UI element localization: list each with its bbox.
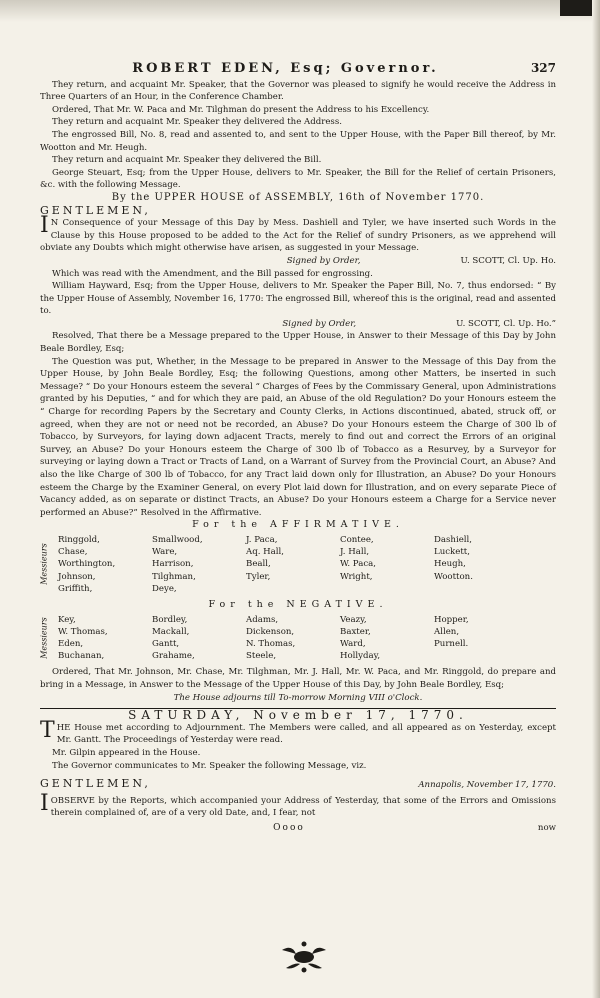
voter-name: Dashiell, [434,534,473,545]
negative-names [58,614,556,663]
page-number: 327 [530,61,556,75]
printer-ornament [280,940,328,974]
voter-name [246,583,340,595]
voter-name: Ware, [152,547,178,558]
voter-name: Tyler, [246,571,271,582]
voter-name: Hopper, [434,614,469,625]
message-heading [40,776,556,792]
voter-name [434,650,528,662]
voter-name: W. Thomas, [58,626,108,637]
voter-name [340,583,434,595]
question-paragraph: The Question was put, Whether, in the Message to be prepared in Answer to the Message of this Day from the Upper House, by John Beale Bordley, Esq; the following Questions, among other Matters, be inserted in such Message? “ Do your Honours esteem the several “ Charges of Fees by the Commissary General, upon Administrations granted by his Deputies, “ and for which they are paid, an Abuse of the old Regulation? Do your Honours esteem the “ Charge for recording Papers by the Secretary and County Clerks, in Actions discontinued, abated, struck off, or agreed, when they are not or need not be recorded, an Abuse? Do your Honours esteem the Charge of 300 lb of Tobacco, by Surveyors, for laying down adjacent Tracts, merely to find out and correct the Errors of an original Survey, an Abuse? Do your Honours esteem the Charge of 300 lb of Tobacco as a Resurvey, by a Surveyor for surveying or laying down a Tract or Tracts of Land, on a Warrant of Survey from the Provincial Court, an Abuse? And also the like Charge of 300 lb of Tobacco, for any Tract laid down only for Illustration, an Abuse? Do your Honours esteem the Charge by the Examiner General, on every Plot laid down for Illustration, and on every separate Piece of Vacancy added, as on separate or distinct Tracts, an Abuse? Do your Honours esteem a Charge for a Service never performed an Abuse?” Resolved in the Affirmative. [40,356,556,518]
voter-name: Contee, [340,534,374,545]
voter-name: Deye, [152,583,177,594]
voter-name: Adams, [246,614,279,625]
voter-name: Harrison, [152,559,194,570]
page-right-shadow [592,0,600,998]
voter-name: Tilghman, [152,571,196,582]
paragraph: William Hayward, Esq; from the Upper House, delivers to Mr. Speaker the Paper Bill, No. 7, thus endorsed: “ By the Upper House of Assembly, November 16, 1770: The engrossed Bill, whereof this is the original, read and assented to. [40,281,556,317]
voter-name: Heugh, [434,559,466,570]
voter-name: Luckett, [434,547,470,558]
page-text [40,62,556,838]
running-title: ROBERT EDEN, Esq; Governor. [132,61,439,76]
affirmative-heading: For the AFFIRMATIVE. [192,519,404,531]
day-heading: SATURDAY, November 17, 1770. [128,708,468,723]
voter-name: Allen, [434,626,460,637]
signature-line [40,255,556,268]
voter-name: W. Paca, [340,559,376,570]
voter-name: Steele, [246,651,277,662]
paragraph: They return, and acquaint Mr. Speaker, that the Governor was pleased to signify he would receive the Address in Three Quarters of an Hour, in the Conference Chamber. [40,79,556,103]
negative-vote-table [40,614,556,663]
message-upper-house: IN Consequence of your Message of this Day by Mess. Dashiell and Tyler, we have inserted such Words in the Clause by this House proposed to be added to the Act for the Relief of sundry Prisoners, as we apprehend will obviate any Doubts which might otherwise have arisen, as suggested in your Message. [40,213,556,254]
voter-name: N. Thomas, [246,638,296,649]
signature-mark: Oooo [273,822,305,833]
voter-name: Dickenson, [246,626,295,637]
paragraph: They return and acquaint Mr. Speaker they delivered the Bill. [52,155,322,166]
page-footer [40,820,556,835]
voter-name: Griffith, [58,583,93,594]
paragraph: Mr. Gilpin appeared in the House. [52,747,201,758]
voter-name: Aq. Hall, [246,547,285,558]
upper-house-heading: By the UPPER HOUSE of ASSEMBLY, 16th of November 1770. [111,191,485,203]
clerk-signature: U. SCOTT, Cl. Up. Ho.” [456,318,556,329]
paragraph: Which was read with the Amendment, and the Bill passed for engrossing. [52,268,373,279]
voter-name: J. Paca, [246,534,278,545]
ornament-motif-icon [282,942,326,973]
voter-name [434,583,528,595]
voter-name: J. Hall, [340,547,370,558]
salutation: GENTLEMEN, [40,203,151,217]
paragraph: Ordered, That Mr. W. Paca and Mr. Tilghman do present the Address to his Excellency. [52,104,430,115]
paragraph: THE House met according to Adjournment. The Members were called, and all appeared as on Yesterday, except Mr. Gantt. The Proceedings of Yesterday were read. [40,717,556,746]
paragraph: The Governor communicates to Mr. Speaker the following Message, viz. [52,760,367,771]
voter-name: Ward, [340,638,366,649]
signed-by-order: Signed by Order, [282,318,357,329]
voter-name: Hollyday, [340,651,381,662]
running-header [40,62,556,76]
paragraph: They return and acquaint Mr. Speaker they delivered the Address. [52,117,342,128]
clerk-signature: U. SCOTT, Cl. Up. Ho. [460,255,556,266]
voter-name: Smallwood, [152,534,203,545]
paragraph: Ordered, That Mr. Johnson, Mr. Chase, Mr. Tilghman, Mr. J. Hall, Mr. W. Paca, and Mr. Ringgold, do prepare and bring in a Message, in Answer to the Message of the Upper House of this Day, by John Beale Bordley, Esq; [40,667,556,690]
voter-name: Gantt, [152,638,180,649]
affirmative-names [58,534,556,595]
voter-name: Worthington, [58,559,116,570]
vote-side-label: Messieurs [39,617,49,659]
voter-name: Key, [58,614,76,625]
voter-name: Buchanan, [58,651,105,662]
negative-heading: For the NEGATIVE. [208,598,388,610]
signed-by-order: Signed by Order, [286,255,361,266]
governor-message: IOBSERVE by the Reports, which accompanied your Address of Yesterday, that some of the Errors and Omissions therein complained of, are of a very old Date, and, I fear, not [40,790,556,819]
voter-name: Eden, [58,638,84,649]
voter-name: Baxter, [340,626,371,637]
voter-name: Grahame, [152,651,195,662]
voter-name: Wright, [340,571,373,582]
voter-name: Johnson, [58,571,96,582]
signature-line [40,318,556,331]
voter-name: Purnell. [434,638,469,649]
voter-name: Chase, [58,547,88,558]
voter-name: Wootton. [434,571,473,582]
paragraph: Resolved, That there be a Message prepared to the Upper House, in Answer to their Message of this Day by John Beale Bordley, Esq; [40,331,556,355]
affirmative-vote-table [40,534,556,595]
voter-name: Mackall, [152,626,190,637]
voter-name: Beall, [246,559,271,570]
vote-side-label: Messieurs [39,543,49,586]
catchword: now [537,822,556,833]
salutation: GENTLEMEN, [40,777,151,791]
dateline: Annapolis, November 17, 1770. [418,780,556,791]
paragraph: The engrossed Bill, No. 8, read and assented to, and sent to the Upper House, with the Paper Bill thereof, by Mr. Wootton and Mr. Heugh. [40,129,556,153]
page-top-shadow [0,0,600,22]
voter-name: Bordley, [152,614,188,625]
adjournment-note: The House adjourns till To-morrow Morning VIII o'Clock. [173,692,423,703]
paragraph: George Steuart, Esq; from the Upper House, delivers to Mr. Speaker, the Bill for the Relief of certain Prisoners, &c. with the following Message. [40,167,556,191]
voter-name: Ringgold, [58,534,100,545]
voter-name: Veazy, [340,614,367,625]
